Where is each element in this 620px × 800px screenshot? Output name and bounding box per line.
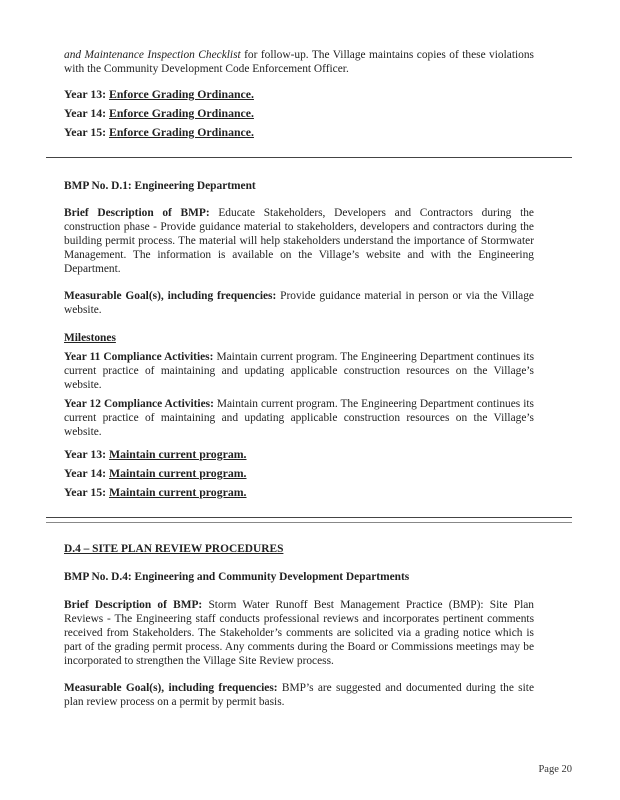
- d1-goal: Measurable Goal(s), including frequencies: Provide guidance material in person or via the Village website.: [64, 290, 534, 316]
- grading-year-15: Year 15: Enforce Grading Ordinance.: [64, 125, 254, 139]
- grading-year-13: Year 13: Enforce Grading Ordinance.: [64, 87, 254, 101]
- page-number: Page 20: [538, 764, 572, 775]
- grading-year-14: Year 14: Enforce Grading Ordinance.: [64, 106, 254, 120]
- checklist-title: and Maintenance Inspection Checklist: [64, 49, 241, 61]
- section-divider: [46, 157, 572, 158]
- section-divider: [46, 517, 572, 518]
- intro-paragraph: [64, 48, 534, 76]
- d1-year-12: Year 12 Compliance Activities: Maintain current program. The Engineering Department continues its current practice of maintaining and updating applicable construction resources on the Village’s website.: [64, 398, 534, 438]
- intro-text: for follow-up. The Village maintains copies of these violations with the Community Development Code Enforcement Officer.: [64, 49, 534, 75]
- d1-year-14: Year 14: Maintain current program.: [64, 466, 247, 480]
- d1-description: Brief Description of BMP: Educate Stakeholders, Developers and Contractors during the construction phase - Provide guidance material to stakeholders, developers and contractors during the building permit process. The material will help stakeholders understand the importance of Stormwater Management. The information is available on the Village’s website and with the Engineering Department.: [64, 207, 534, 275]
- d4-heading: BMP No. D.4: Engineering and Community Development Departments: [64, 571, 410, 583]
- d4-section-title: D.4 – SITE PLAN REVIEW PROCEDURES: [64, 543, 284, 555]
- section-divider-thin: [46, 522, 572, 523]
- d1-heading: BMP No. D.1: Engineering Department: [64, 180, 256, 192]
- d4-description: Brief Description of BMP: Storm Water Runoff Best Management Practice (BMP): Site Plan Reviews - The Engineering staff conducts professional reviews and incorporates pertinent comments received from Stakeholders. The Stakeholder’s comments are solicited via a grading notice which is part of the grading permit process. Any comments during the Board or Commissions meetings may be incorporated to strengthen the Village Site Review process.: [64, 599, 534, 667]
- d1-year-13: Year 13: Maintain current program.: [64, 447, 247, 461]
- d1-year-11: Year 11 Compliance Activities: Maintain current program. The Engineering Department continues its current practice of maintaining and updating applicable construction resources on the Village’s website.: [64, 351, 535, 391]
- d1-year-15: Year 15: Maintain current program.: [64, 485, 247, 499]
- milestones-heading: Milestones: [64, 332, 116, 344]
- d4-goal: Measurable Goal(s), including frequencies: BMP’s are suggested and documented during the site plan review process on a permit by permit basis.: [64, 682, 535, 708]
